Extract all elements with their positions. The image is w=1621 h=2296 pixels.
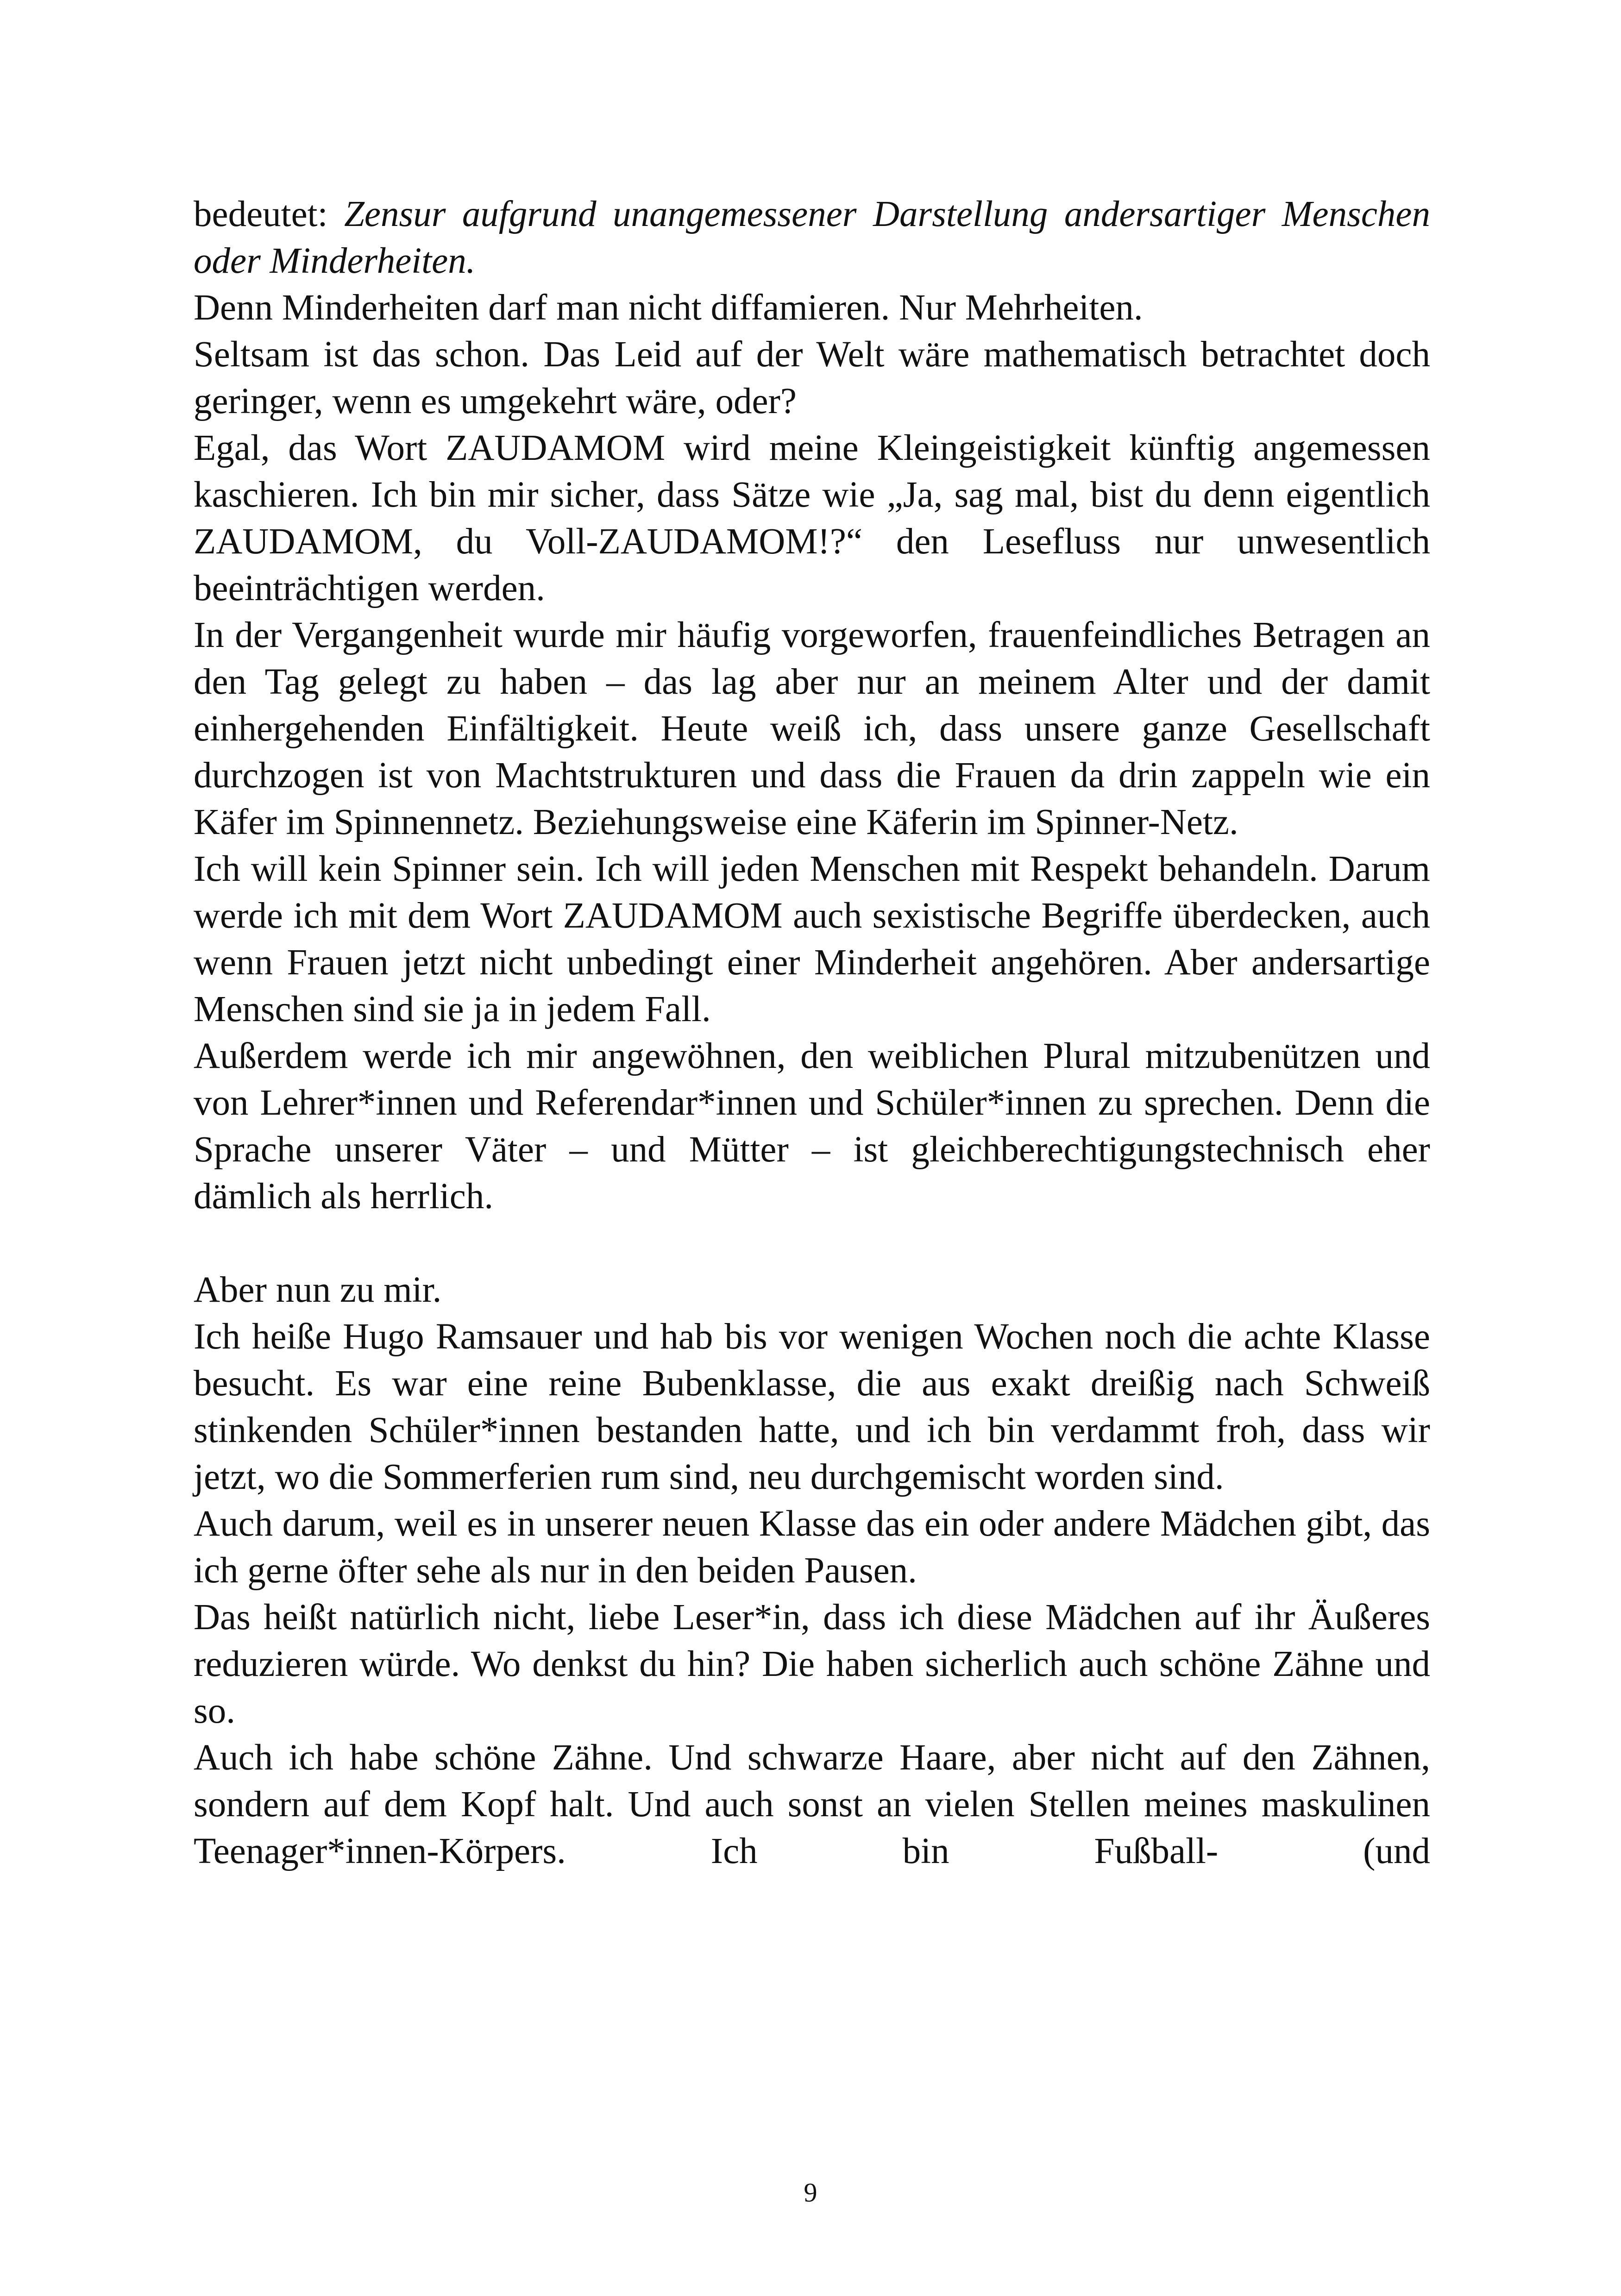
text-segment: bedeutet: (194, 194, 344, 234)
paragraph-gap (194, 1220, 1430, 1267)
page-number: 9 (804, 2177, 817, 2208)
paragraph-5: In der Vergangenheit wurde mir häufig vorgeworfen, frauenfeindliches Betragen an den Tag gelegt zu haben – das lag aber nur an meinem Alter und der damit einhergehenden Einfältigkeit. Heute weiß ich, dass unsere ganze Gesellschaft durchzogen ist von Machtstrukturen und dass die Frauen da drin zappeln wie ein Käfer im Spinnennetz. Beziehungsweise eine Käferin im Spinner-Netz. (194, 615, 1430, 842)
paragraph-7: Außerdem werde ich mir angewöhnen, den weiblichen Plural mitzubenützen und von Lehrer*innen und Referendar*innen und Schüler*innen zu sprechen. Denn die Sprache unserer Väter – und Mütter – ist gleichberechtigungstechnisch eher dämlich als herrlich. (194, 1036, 1430, 1217)
paragraph-2: Denn Minderheiten darf man nicht diffamieren. Nur Mehrheiten. (194, 288, 1143, 328)
paragraph-1 (194, 191, 1430, 284)
paragraph-9: Ich heiße Hugo Ramsauer und hab bis vor wenigen Wochen noch die achte Klasse besucht. Es war eine reine Bubenklasse, die aus exakt dreißig nach Schweiß stinkenden Schüler*innen bestanden hatte, und ich bin verdammt froh, dass wir jetzt, wo die Sommerferien rum sind, neu durchgemischt worden sind. (194, 1317, 1430, 1497)
paragraph-6: Ich will kein Spinner sein. Ich will jeden Menschen mit Respekt behandeln. Darum werde ich mit dem Wort ZAUDAMOM auch sexistische Begriffe überdecken, auch wenn Frauen jetzt nicht unbedingt einer Minderheit angehören. Aber andersartige Menschen sind sie ja in jedem Fall. (194, 849, 1430, 1029)
paragraph-3: Seltsam ist das schon. Das Leid auf der Welt wäre mathematisch betrachtet doch geringer, wenn es umgekehrt wäre, oder? (194, 334, 1430, 421)
paragraph-4: Egal, das Wort ZAUDAMOM wird meine Kleingeistigkeit künftig angemessen kaschieren. Ich bin mir sicher, dass Sätze wie „Ja, sag mal, bist du denn eigentlich ZAUDAMOM, du Voll-ZAUDAMOM!?“ den Lesefluss nur unwesentlich beeinträchtigen werden. (194, 428, 1430, 609)
italic-text-segment: Zensur aufgrund unangemessener Darstellung andersartiger Menschen oder Minderheiten. (194, 194, 1430, 281)
paragraph-11: Das heißt natürlich nicht, liebe Leser*in, dass ich diese Mädchen auf ihr Äußeres reduzieren würde. Wo denkst du hin? Die haben sicherlich auch schöne Zähne und so. (194, 1597, 1430, 1731)
paragraph-8: Aber nun zu mir. (194, 1270, 442, 1310)
paragraph-10: Auch darum, weil es in unserer neuen Klasse das ein oder andere Mädchen gibt, das ich gerne öfter sehe als nur in den beiden Pausen. (194, 1504, 1430, 1591)
page-body (194, 191, 1430, 1875)
paragraph-12: Auch ich habe schöne Zähne. Und schwarze Haare, aber nicht auf den Zähnen, sondern auf dem Kopf halt. Und auch sonst an vielen Stellen meines maskulinen Teenager*innen-Körpers. Ich bin Fußball- (und (194, 1738, 1430, 1871)
